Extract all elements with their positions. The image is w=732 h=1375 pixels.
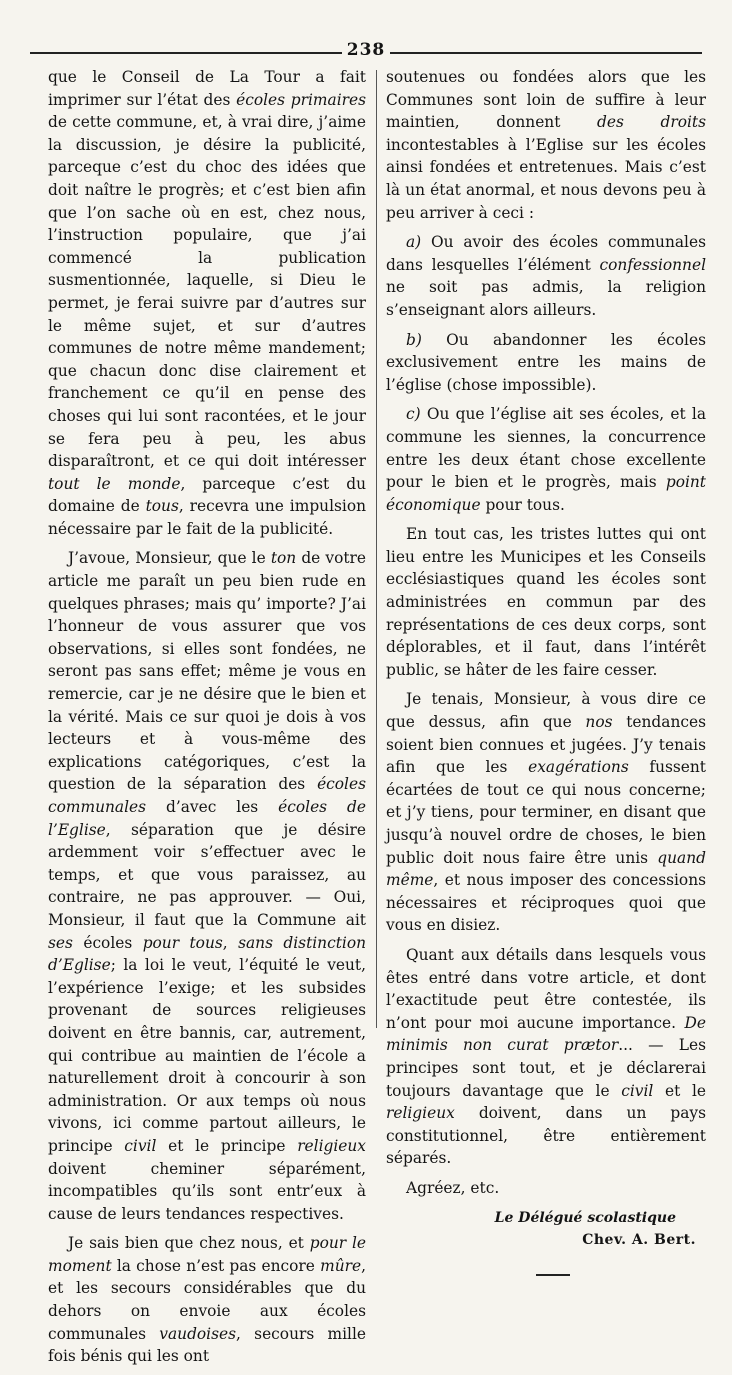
right_column-paragraph-3: b) Ou abandonner les écoles exclusivement entre les mains de l’église (chose impossible).: [386, 330, 706, 394]
signature-name: Chev. A. Bert.: [582, 1232, 696, 1249]
right_column-paragraph-6: Je tenais, Monsieur, à vous dire ce que dessus, afin que nos tendances soient bien connues et jugées. J’y tenais afin que les exagérations fussent écartées de tout ce qui nous concerne; et j’y tiens, pour terminer, en disant que jusqu’à nouvel ordre de choses, le bien public doit nous faire être unis quand même, et nous imposer des concessions nécessaires et réciproques quoi que vous en disiez.: [386, 690, 706, 935]
left_column-paragraph-1: que le Conseil de La Tour a fait imprimer sur l’état des écoles primaires de cette commune, et, à vrai dire, j’aime la discussion, je désire la publicité, parceque c’est du choc des idées que doit naître le progrès; et c’est bien afin que l’on sache où en est, chez nous, l’instruction populaire, que j’ai commencé la publication susmentionnée, laquelle, si Dieu le permet, je ferai suivre par d’autres sur le même sujet, et sur d’autres communes de notre même mandement; que chacun donc dise clairement et franchement ce qu’il en pense des choses qui lui sont racontées, et le jour se fera peu à peu, les abus disparaîtront, et ce qui doit intéresser tout le monde, parceque c’est du domaine de tous, recevra une impulsion nécessaire par le fait de la publicité.: [48, 68, 367, 538]
page-header: [30, 38, 702, 64]
right_column-paragraph-7: Quant aux détails dans lesquels vous êtes entré dans votre article, et dont l’exactitude peut être contestée, ils n’ont pour moi aucune importance. De minimis non curat prætor... — Les principes sont tout, et je déclarerai toujours davantage que le civil et le religieux doivent, dans un pays constitutionnel, être entièrement séparés.: [386, 945, 706, 1168]
column-divider: [376, 70, 377, 1028]
right_column-paragraph-1: soutenues ou fondées alors que les Communes sont loin de suffire à leur maintien, donnent des droits incontestables à l’Eglise sur les écoles ainsi fondées et entretenues. Mais c’est là un état anormal, et nous devons peu à peu arriver à ceci :: [386, 68, 706, 222]
right-column: [386, 66, 706, 1276]
left-column: [48, 66, 366, 1375]
signature-block: [386, 1207, 706, 1276]
right-column-paragraphs: [386, 66, 706, 1200]
right_column-paragraph-4: c) Ou que l’église ait ses écoles, et la commune les siennes, la concurrence entre les deux étant chose excellente pour le bien et le progrès, mais point économique pour tous.: [386, 405, 706, 514]
right_column-paragraph-2: a) Ou avoir des écoles communales dans lesquelles l’élément confessionnel ne soit pas admis, la religion s’enseignant alors ailleurs.: [386, 233, 706, 319]
page-number: 238: [346, 40, 386, 60]
right_column-paragraph-5: En tout cas, les tristes luttes qui ont lieu entre les Municipes et les Conseils ecclésiastiques quand les écoles sont administrées en commun par des représentations de ces deux corps, sont déplorables, et il faut, dans l’intérêt public, se hâter de les faire cesser.: [386, 525, 706, 679]
left_column-paragraph-2: J’avoue, Monsieur, que le ton de votre article me paraît un peu bien rude en quelques phrases; mais qu’ importe? J’ai l’honneur de vous assurer que vos observations, si elles sont fondées, ne seront pas sans effet; même je vous en remercie, car je ne désire que le bien et la vérité. Mais ce sur quoi je dois à vos lecteurs et à vous-même des explications catégoriques, c’est la question de la séparation des écoles communales d’avec les écoles de l’Eglise, séparation que je désire ardemment voir s’effectuer avec le temps, et que vous paraissez, au contraire, ne pas approuver. — Oui, Monsieur, il faut que la Commune ait ses écoles pour tous, sans distinction d’Eglise; la loi le veut, l’équité le veut, l’expérience l’exige; et les subsides provenant de sources religieuses doivent en être bannis, car, autrement, qui contribue au maintien de l’école a naturellement droit à concourir à son administration. Or aux temps où nous vivons, ici comme partout ailleurs, le principe civil et le principe religieux doivent cheminer séparément, incompatibles qu’ils sont entr’eux à cause de leurs tendances respectives.: [48, 549, 367, 1223]
signature-title: Le Délégué scolastique: [494, 1209, 676, 1226]
header-rule-right: [390, 52, 702, 54]
end-rule: [536, 1274, 570, 1276]
left_column-paragraph-3: Je sais bien que chez nous, et pour le moment la chose n’est pas encore mûre, et les secours considérables que du dehors on envoie aux écoles communales vaudoises, secours mille fois bénis qui les ont: [48, 1234, 367, 1366]
right_column-paragraph-8: Agréez, etc.: [406, 1178, 500, 1197]
